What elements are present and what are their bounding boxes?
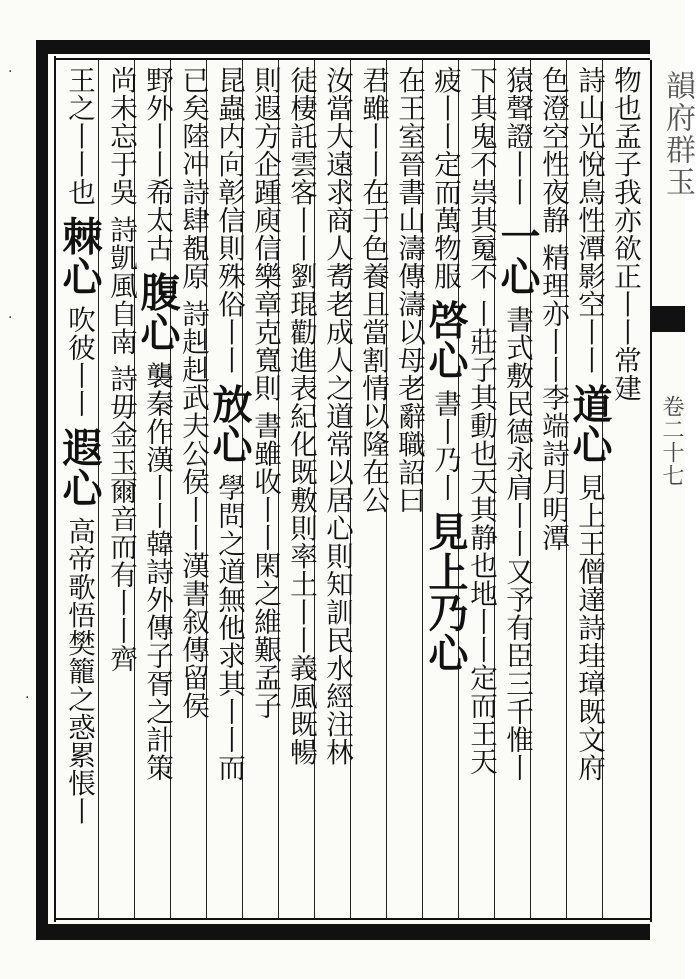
text-column-13 [176, 66, 210, 916]
inner-top-rule [54, 58, 650, 60]
column-15-mid: 詩凱風自南 [105, 215, 137, 356]
headword-nai-xin: 見上乃心 [422, 510, 469, 673]
text-column-8 [356, 66, 390, 916]
text-column-11 [248, 66, 282, 916]
gutter-volume: 卷二十七 [659, 395, 684, 487]
column-16-tail: 高帝歌悟樊籠之惑累悵丨 [63, 517, 95, 825]
column-8-text: 君雖丨丨在于色養且當割情以隆在公 [357, 66, 389, 514]
headword-xia-xin: 遐心 [56, 426, 103, 508]
column-9-text: 汝當大遠求商人耉老成人之道常以居心則知訓民水經注林 [321, 66, 353, 766]
text-column-3 [536, 66, 570, 916]
frame-bottom-border [36, 924, 650, 940]
column-3-text: 色澄空性夜静 [537, 66, 569, 234]
gutter-rule [650, 60, 652, 922]
column-12-tail: 學問之道無他求其丨丨而 [213, 473, 245, 782]
headword-fu-xin: 腹心 [134, 271, 181, 353]
fish-tail-mark [652, 306, 685, 332]
edge-mark: · [8, 310, 13, 326]
column-15-text: 尚未忘于吳 [105, 66, 137, 206]
column-6-text: 疲丨丨定而萬物服 [429, 66, 461, 290]
text-column-6 [422, 66, 469, 916]
column-11-text: 則遐方企踵庾信樂章克寬則 [249, 66, 281, 402]
column-16-mid: 吹彼丨丨 [63, 305, 95, 418]
headword-dao-xin: 道心 [566, 383, 613, 465]
column-6-mid: 書丨乃丨 [429, 389, 461, 502]
text-column-7 [392, 66, 426, 916]
edge-mark: · [8, 64, 13, 80]
column-4-tail: 書式敷民德永肩丨丨又予有臣三千惟丨 [501, 305, 533, 782]
column-12-text: 昆蟲内向彰信則殊俗丨丨 [213, 66, 245, 374]
text-column-4 [494, 66, 541, 916]
text-column-9 [320, 66, 354, 916]
text-column-10 [284, 66, 318, 916]
column-13-tail: 詩赳赳武夫公侯丨丨漢書叙傳留侯 [177, 299, 209, 720]
headword-fang-xin: 放心 [206, 383, 253, 465]
column-5-text: 下其鬼不祟其䰟不 [465, 66, 497, 290]
column-14-tail: 襲秦作漢丨丨韓詩外傳子胥之計策 [141, 361, 173, 782]
column-1-text: 物也孟子我亦欲正丨丨常建 [609, 66, 641, 402]
column-2-text: 詩山光悅鳥性潭影空丨丨 [573, 66, 605, 374]
text-column-12 [206, 66, 253, 916]
frame-top-border [42, 40, 650, 54]
gutter-title: 韻府群玉 [660, 70, 695, 198]
inner-bottom-rule [54, 918, 650, 920]
column-11-tail: 書雖收丨丨閑之維艱孟子 [249, 411, 281, 720]
text-column-15 [104, 66, 138, 916]
text-column-2 [566, 66, 613, 916]
edge-mark: · [25, 690, 30, 706]
column-15-tail: 詩毋金玉爾音而有丨丨齊 [105, 364, 137, 673]
column-13-text: 已矣陸冲詩肆覩原 [177, 66, 209, 290]
headword-qi-xin: 啓心 [422, 299, 469, 381]
frame-left-border [36, 40, 48, 940]
column-14-text: 野外丨丨希太古 [141, 66, 173, 262]
headword-yi-xin: 一心 [494, 215, 541, 297]
column-5-mid: 丨莊子其動也天其静也地丨丨定而王天 [465, 299, 497, 776]
column-10-text: 徒棲託雲客丨丨劉琨勸進表紀化既敷則率土丨丨義風既暢 [285, 66, 317, 766]
text-column-5 [464, 66, 498, 916]
text-column-14 [134, 66, 181, 916]
column-16-text: 王之丨丨也 [63, 66, 95, 206]
text-column-1 [608, 66, 642, 916]
column-3-mid: 精理亦丨丨李端詩月明潭 [537, 243, 569, 552]
text-column-16 [56, 66, 103, 916]
column-7-text: 在王室晉書山濤傳濤以母老辭職詔曰 [393, 66, 425, 514]
column-2-tail: 見上王僧達詩珪璋既文府 [573, 473, 605, 782]
column-4-text: 猿聲證丨丨 [501, 66, 533, 206]
headword-ji-xin: 棘心 [56, 215, 103, 297]
